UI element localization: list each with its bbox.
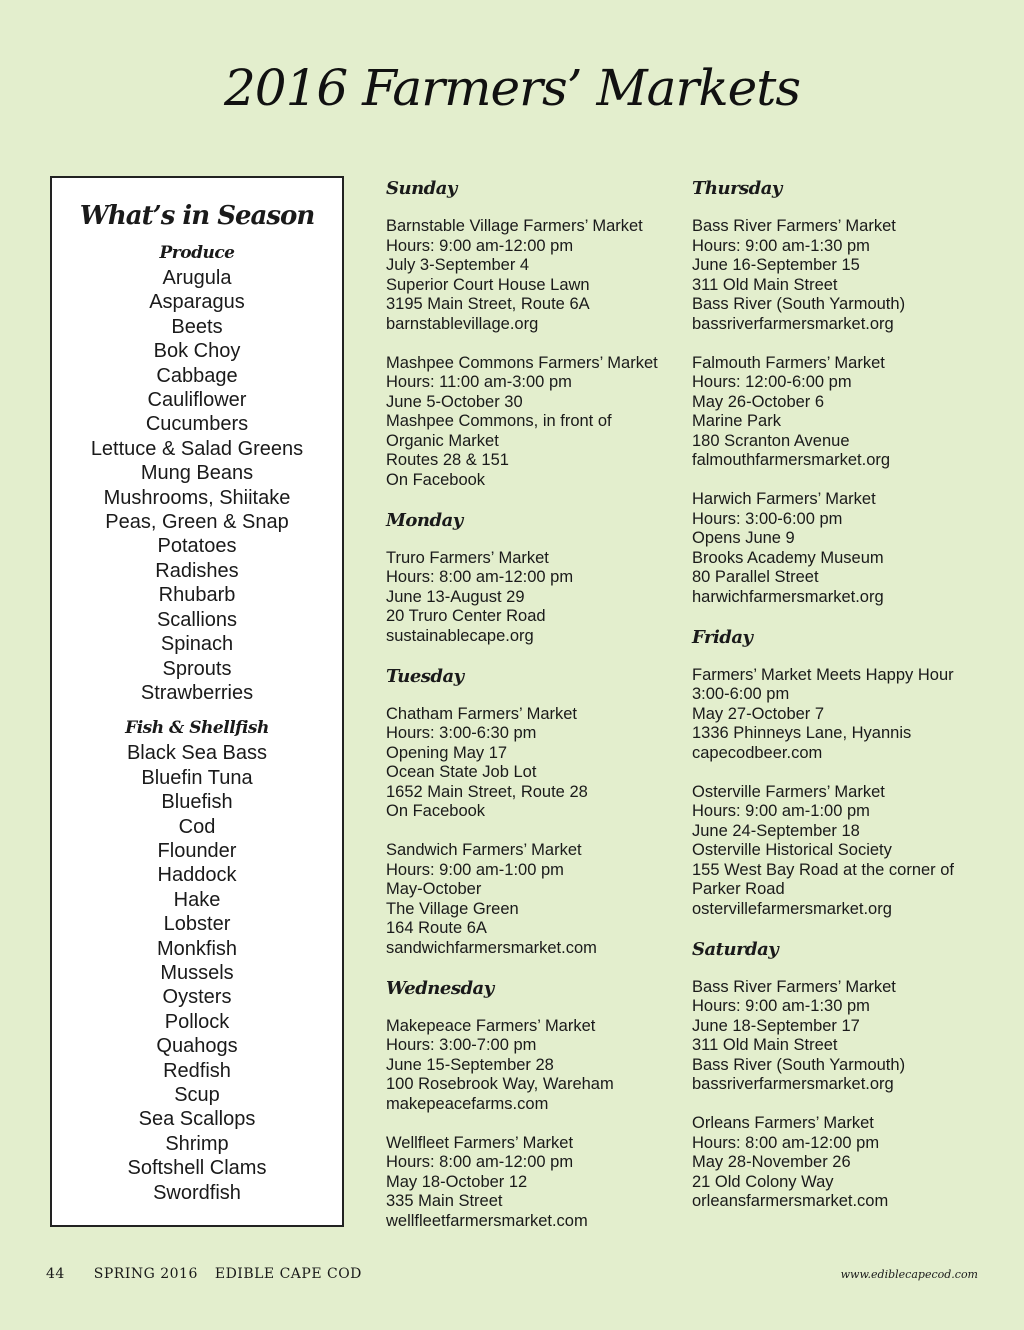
market-detail: 155 West Bay Road at the corner of: [692, 860, 955, 879]
produce-heading: Produce: [159, 243, 235, 263]
market-detail: On Facebook: [386, 470, 486, 489]
market-name: Farmers’ Market Meets Happy Hour: [692, 665, 954, 684]
market-listing: [692, 217, 992, 334]
market-detail: Brooks Academy Museum: [692, 548, 884, 567]
market-listing: [386, 1017, 686, 1115]
fish-item: Monkfish: [156, 937, 238, 960]
market-detail: Hours: 9:00 am-1:30 pm: [692, 236, 870, 255]
market-name: Falmouth Farmers’ Market: [692, 353, 885, 372]
market-detail: The Village Green: [386, 899, 519, 918]
market-detail: May 28-November 26: [692, 1153, 851, 1171]
whats-in-season-box: [50, 176, 344, 1227]
market-detail: Hours: 8:00 am-12:00 pm: [692, 1133, 880, 1152]
market-listing: [386, 705, 686, 822]
market-detail: May 27-October 7: [692, 704, 825, 723]
market-detail: Hours: 8:00 am-12:00 pm: [386, 568, 574, 586]
produce-item: Spinach: [160, 633, 234, 656]
market-listing: [692, 1114, 992, 1212]
market-listing: [692, 666, 992, 764]
market-detail: Hours: 9:00 am-1:00 pm: [386, 860, 564, 879]
market-detail: 164 Route 6A: [386, 919, 487, 937]
market-detail: bassriverfarmersmarket.org: [692, 1075, 894, 1093]
market-detail: 1336 Phinneys Lane, Hyannis: [692, 724, 912, 742]
market-name: Bass River Farmers’ Market: [692, 977, 896, 996]
market-detail: 3195 Main Street, Route 6A: [386, 295, 590, 313]
produce-item: Cabbage: [156, 364, 238, 387]
produce-item: Strawberries: [140, 681, 254, 704]
footer-left: [46, 1266, 362, 1282]
market-detail: Hours: 8:00 am-12:00 pm: [386, 1153, 574, 1171]
fish-item: Mussels: [160, 961, 234, 984]
market-detail: orleansfarmersmarket.com: [692, 1192, 889, 1210]
page-title: 2016 Farmers’ Markets: [223, 59, 801, 117]
fish-item: Hake: [173, 888, 221, 911]
market-detail: Hours: 12:00-6:00 pm: [692, 373, 852, 391]
fish-item: Swordfish: [153, 1181, 241, 1204]
market-detail: Osterville Historical Society: [692, 841, 892, 859]
market-detail: wellfleetfarmersmarket.com: [386, 1211, 588, 1230]
market-detail: Opens June 9: [692, 529, 795, 547]
market-detail: sandwichfarmersmarket.com: [386, 938, 597, 957]
market-detail: On Facebook: [386, 802, 486, 820]
market-detail: 335 Main Street: [386, 1192, 503, 1210]
produce-item: Bok Choy: [153, 340, 241, 363]
market-listing: [692, 490, 992, 607]
fish-item: Bluefin Tuna: [141, 766, 253, 789]
market-listing: [692, 978, 992, 1095]
day-heading-wednesday: Wednesday: [386, 977, 494, 999]
fish-heading: Fish & Shellfish: [125, 718, 269, 739]
market-detail: June 16-September 15: [692, 256, 860, 274]
market-listing: [386, 354, 686, 491]
market-detail: Hours: 9:00 am-1:30 pm: [692, 997, 870, 1015]
market-detail: ostervillefarmersmarket.org: [692, 899, 892, 918]
fish-item: Shrimp: [165, 1132, 229, 1155]
produce-item: Radishes: [155, 559, 239, 582]
produce-item: Peas, Green & Snap: [105, 511, 289, 534]
market-detail: July 3-September 4: [386, 256, 530, 274]
fish-item: Lobster: [163, 913, 231, 936]
market-detail: Marine Park: [692, 412, 781, 430]
fish-item: Redfish: [163, 1059, 231, 1082]
market-detail: Hours: 9:00 am-12:00 pm: [386, 236, 574, 255]
market-detail: Parker Road: [692, 880, 785, 898]
market-name: Orleans Farmers’ Market: [692, 1114, 874, 1132]
market-detail: 21 Old Colony Way: [692, 1172, 834, 1191]
market-detail: May 18-October 12: [386, 1172, 528, 1191]
market-detail: June 24-September 18: [692, 821, 860, 840]
market-detail: May 26-October 6: [692, 392, 825, 411]
produce-list: [52, 266, 342, 705]
fish-item: Haddock: [157, 864, 237, 887]
day-heading-saturday: Saturday: [692, 938, 779, 960]
produce-item: Scallions: [156, 608, 238, 631]
day-heading-tuesday: Tuesday: [386, 665, 464, 687]
season-heading: What’s in Season: [79, 201, 315, 231]
market-name: Makepeace Farmers’ Market: [386, 1016, 596, 1035]
market-detail: June 5-October 30: [386, 392, 523, 411]
produce-item: Beets: [171, 315, 223, 338]
market-detail: May-October: [386, 880, 482, 898]
market-name: Harwich Farmers’ Market: [692, 490, 876, 508]
market-listing: [386, 549, 686, 647]
market-detail: Hours: 3:00-6:00 pm: [692, 509, 843, 528]
market-detail: Routes 28 & 151: [386, 451, 509, 469]
market-detail: Hours: 11:00 am-3:00 pm: [386, 373, 572, 391]
page-number: 44: [46, 1266, 65, 1282]
market-detail: barnstablevillage.org: [386, 314, 539, 333]
publication-name: EDIBLE CAPE COD: [214, 1266, 362, 1282]
market-column-left: [386, 178, 686, 1251]
website-url: www.ediblecapecod.com: [840, 1268, 978, 1281]
day-heading-sunday: Sunday: [386, 178, 457, 199]
fish-item: Black Sea Bass: [126, 742, 268, 765]
fish-item: Oysters: [162, 986, 232, 1009]
market-detail: Opening May 17: [386, 743, 508, 762]
market-listing: [692, 354, 992, 471]
market-detail: Mashpee Commons, in front of: [386, 412, 612, 430]
market-detail: June 13-August 29: [386, 587, 525, 606]
market-detail: 180 Scranton Avenue: [692, 431, 850, 450]
fish-item: Sea Scallops: [138, 1108, 256, 1131]
market-detail: 311 Old Main Street: [692, 275, 838, 294]
market-detail: Ocean State Job Lot: [386, 763, 537, 781]
market-listing: [386, 1134, 686, 1232]
produce-item: Arugula: [162, 267, 232, 289]
market-column-right: [692, 178, 992, 1231]
market-listing: [386, 217, 686, 334]
market-detail: June 15-September 28: [386, 1055, 554, 1074]
fish-item: Pollock: [164, 1010, 230, 1033]
fish-item: Cod: [178, 815, 216, 838]
market-detail: falmouthfarmersmarket.org: [692, 451, 891, 469]
market-detail: 80 Parallel Street: [692, 568, 819, 586]
market-detail: bassriverfarmersmarket.org: [692, 314, 894, 333]
market-listing: [692, 783, 992, 920]
market-name: Mashpee Commons Farmers’ Market: [386, 353, 658, 372]
fish-item: Softshell Clams: [127, 1157, 267, 1180]
market-detail: harwichfarmersmarket.org: [692, 587, 884, 606]
produce-item: Potatoes: [157, 535, 237, 558]
market-name: Chatham Farmers’ Market: [386, 704, 578, 723]
market-detail: June 18-September 17: [692, 1016, 860, 1035]
market-name: Osterville Farmers’ Market: [692, 782, 885, 801]
fish-item: Flounder: [157, 839, 237, 862]
market-name: Truro Farmers’ Market: [386, 548, 549, 567]
day-heading-friday: Friday: [692, 626, 753, 648]
market-name: Wellfleet Farmers’ Market: [386, 1133, 574, 1152]
produce-item: Rhubarb: [158, 584, 236, 607]
market-name: Bass River Farmers’ Market: [692, 217, 896, 235]
market-name: Sandwich Farmers’ Market: [386, 841, 582, 859]
fish-item: Quahogs: [156, 1035, 238, 1058]
produce-item: Mushrooms, Shiitake: [103, 486, 291, 509]
market-detail: sustainablecape.org: [386, 626, 534, 645]
market-listing: [386, 841, 686, 958]
issue-label: SPRING 2016: [93, 1266, 198, 1282]
market-detail: 1652 Main Street, Route 28: [386, 782, 588, 801]
produce-item: Lettuce & Salad Greens: [90, 437, 304, 460]
market-name: Barnstable Village Farmers’ Market: [386, 217, 643, 235]
market-detail: 20 Truro Center Road: [386, 607, 546, 625]
produce-item: Sprouts: [162, 657, 232, 680]
produce-item: Asparagus: [149, 291, 245, 314]
fish-item: Scup: [174, 1084, 220, 1106]
market-detail: makepeacefarms.com: [386, 1094, 549, 1113]
market-detail: 311 Old Main Street: [692, 1036, 838, 1054]
market-detail: capecodbeer.com: [692, 743, 823, 762]
market-detail: Bass River (South Yarmouth): [692, 1055, 906, 1074]
day-heading-monday: Monday: [386, 509, 463, 531]
day-heading-thursday: Thursday: [692, 178, 782, 199]
produce-item: Cauliflower: [147, 389, 247, 412]
market-detail: Superior Court House Lawn: [386, 275, 590, 294]
market-detail: Hours: 3:00-7:00 pm: [386, 1036, 537, 1054]
market-detail: Organic Market: [386, 431, 499, 450]
fish-list: [52, 741, 342, 1205]
market-detail: 100 Rosebrook Way, Wareham: [386, 1075, 614, 1093]
market-detail: Hours: 9:00 am-1:00 pm: [692, 802, 870, 820]
fish-item: Bluefish: [161, 791, 233, 814]
market-detail: Hours: 3:00-6:30 pm: [386, 724, 537, 742]
produce-item: Mung Beans: [140, 462, 254, 485]
market-detail: Bass River (South Yarmouth): [692, 295, 906, 313]
produce-item: Cucumbers: [145, 413, 249, 436]
market-detail: 3:00-6:00 pm: [692, 685, 790, 703]
